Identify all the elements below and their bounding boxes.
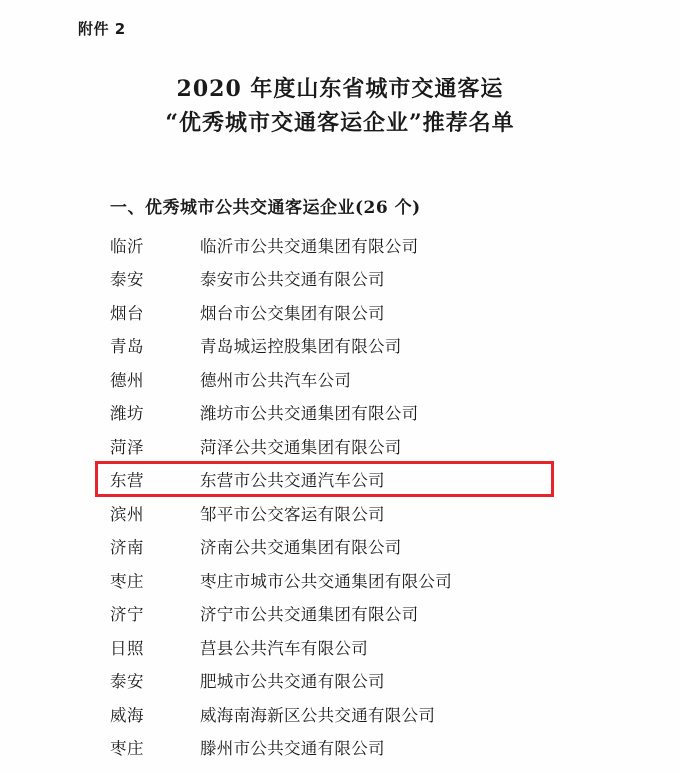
list-item-city: 威海: [110, 705, 144, 725]
list-item: [110, 731, 580, 765]
list-item: [110, 664, 580, 698]
list-item: [110, 396, 580, 430]
list-item-highlighted: [110, 463, 580, 497]
list-item-company: 菏泽公共交通集团有限公司: [200, 437, 402, 457]
list-item-company: 威海南海新区公共交通有限公司: [200, 705, 436, 725]
list-item-city: 济南: [110, 538, 144, 558]
list-item-city: 德州: [110, 370, 144, 390]
list-item-city: 烟台: [110, 303, 144, 323]
list-item: [110, 295, 580, 329]
list-item: [110, 496, 580, 530]
list-item-city: 滨州: [110, 504, 144, 524]
list-item: [110, 329, 580, 363]
list-item-company: 泰安市公共交通有限公司: [200, 270, 385, 290]
title-line-2: “优秀城市交通客运企业”推荐名单: [165, 110, 515, 136]
list-item: [110, 697, 580, 731]
title-line-1: 2020 年度山东省城市交通客运: [176, 76, 504, 102]
list-item-company: 济南公共交通集团有限公司: [200, 538, 402, 558]
list-item-company: 潍坊市公共交通集团有限公司: [200, 404, 419, 424]
list-item-city: 临沂: [110, 236, 144, 256]
list-item-company: 德州市公共汽车公司: [200, 370, 352, 390]
list-item-city: 济宁: [110, 605, 144, 625]
list-item-city: 青岛: [110, 337, 144, 357]
list-item-city: 泰安: [110, 672, 144, 692]
document-title: [0, 72, 680, 140]
list-item-city: 枣庄: [110, 571, 144, 591]
list-item-city: 东营: [110, 471, 144, 491]
list-item: [110, 429, 580, 463]
list-item-company: 肥城市公共交通有限公司: [200, 672, 385, 692]
list-item: [110, 530, 580, 564]
list-item-company: 青岛城运控股集团有限公司: [200, 337, 402, 357]
attachment-label: 附件 2: [78, 20, 126, 38]
list-item-city: 泰安: [110, 270, 144, 290]
page-bottom-edge: [0, 773, 680, 783]
list-item-company: 东营市公共交通汽车公司: [200, 471, 385, 491]
list-item: [110, 597, 580, 631]
list-item-company: 莒县公共汽车有限公司: [200, 638, 368, 658]
list-item-city: 菏泽: [110, 437, 144, 457]
list-item-company: 滕州市公共交通有限公司: [200, 739, 385, 759]
section-heading: 一、优秀城市公共交通客运企业(26 个): [110, 198, 421, 218]
list-item-company: 邹平市公交客运有限公司: [200, 504, 385, 524]
list-item-company: 济宁市公共交通集团有限公司: [200, 605, 419, 625]
list-item-city: 枣庄: [110, 739, 144, 759]
list-item: [110, 262, 580, 296]
list-item-company: 烟台市公交集团有限公司: [200, 303, 385, 323]
list-item: [110, 362, 580, 396]
list-item-city: 日照: [110, 638, 144, 658]
list-item: [110, 630, 580, 664]
list-item-city: 潍坊: [110, 404, 144, 424]
list-item-company: 临沂市公共交通集团有限公司: [200, 236, 419, 256]
enterprise-list: [110, 228, 580, 764]
list-item-company: 枣庄市城市公共交通集团有限公司: [200, 571, 452, 591]
list-item: [110, 563, 580, 597]
list-item: [110, 228, 580, 262]
